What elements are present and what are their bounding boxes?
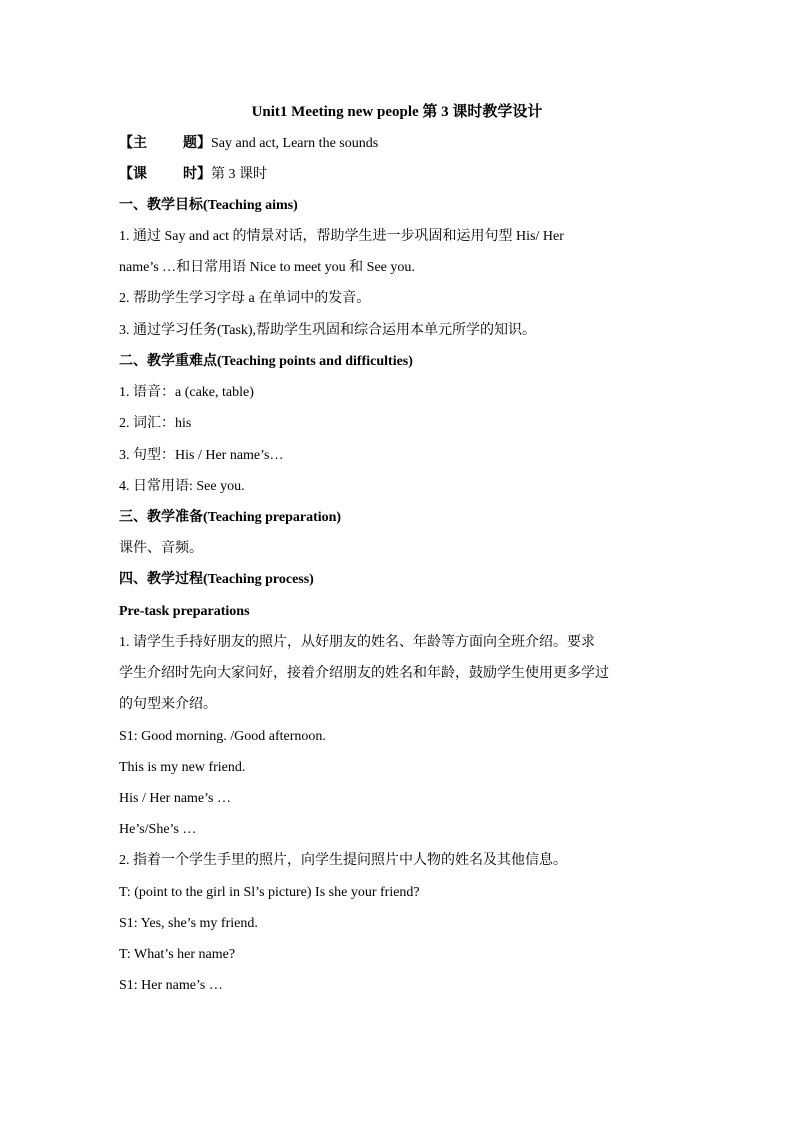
process-item-2: 2. 指着一个学生手里的照片，向学生提问照片中人物的姓名及其他信息。: [119, 853, 567, 868]
dialogue-new-friend: This is my new friend.: [119, 760, 246, 775]
aims-item-3: 3. 通过学习任务(Task),帮助学生巩固和综合运用本单元所学的知识。: [119, 323, 537, 338]
period-label-open: 【课: [119, 167, 147, 182]
dialogue-hes-shes: He’s/She’s …: [119, 822, 197, 837]
points-item-1: 1. 语音：a (cake, table): [119, 385, 254, 400]
points-item-4: 4. 日常用语: See you.: [119, 479, 245, 494]
aims-item-2: 2. 帮助学生学习字母 a 在单词中的发音。: [119, 291, 371, 306]
aims-heading: 一、教学目标(Teaching aims): [119, 198, 298, 213]
dialogue-his-her-name: His / Her name’s …: [119, 791, 231, 806]
period-line: [119, 165, 267, 185]
dialogue-s1-her-name: S1: Her name’s …: [119, 978, 223, 993]
pretask-heading: Pre-task preparations: [119, 604, 250, 619]
process-item-1-line-2: 学生介绍时先向大家问好，接着介绍朋友的姓名和年龄，鼓励学生使用更多学过: [119, 666, 609, 681]
topic-value: Say and act, Learn the sounds: [211, 136, 379, 151]
aims-item-1-line-1: 1. 通过 Say and act 的情景对话，帮助学生进一步巩固和运用句型 His/ Her: [119, 229, 564, 244]
period-label-close: 时】: [183, 167, 211, 182]
process-heading: 四、教学过程(Teaching process): [119, 572, 314, 587]
points-heading: 二、教学重难点(Teaching points and difficulties): [119, 354, 413, 369]
preparation-heading: 三、教学准备(Teaching preparation): [119, 510, 342, 525]
topic-label-close: 题】: [183, 136, 211, 151]
points-item-3: 3. 句型：His / Her name’s…: [119, 448, 284, 463]
aims-item-1-line-2: name’s …和日常用语 Nice to meet you 和 See you.: [119, 260, 415, 275]
process-item-1-line-3: 的句型来介绍。: [119, 697, 217, 712]
points-item-2: 2. 词汇：his: [119, 416, 192, 431]
dialogue-t-whats-name: T: What’s her name?: [119, 947, 236, 962]
topic-label-open: 【主: [119, 136, 147, 151]
period-value: 第 3 课时: [211, 167, 267, 182]
dialogue-s1-yes: S1: Yes, she’s my friend.: [119, 916, 258, 931]
topic-line: [119, 134, 378, 154]
preparation-text: 课件、音频。: [119, 541, 203, 556]
dialogue-t-point: T: (point to the girl in Sl’s picture) Is she your friend?: [119, 885, 420, 900]
process-item-1-line-1: 1. 请学生手持好朋友的照片，从好朋友的姓名、年龄等方面向全班介绍。要求: [119, 635, 595, 650]
document-title: Unit1 Meeting new people 第 3 课时教学设计: [251, 104, 543, 120]
dialogue-s1-greeting: S1: Good morning. /Good afternoon.: [119, 729, 326, 744]
